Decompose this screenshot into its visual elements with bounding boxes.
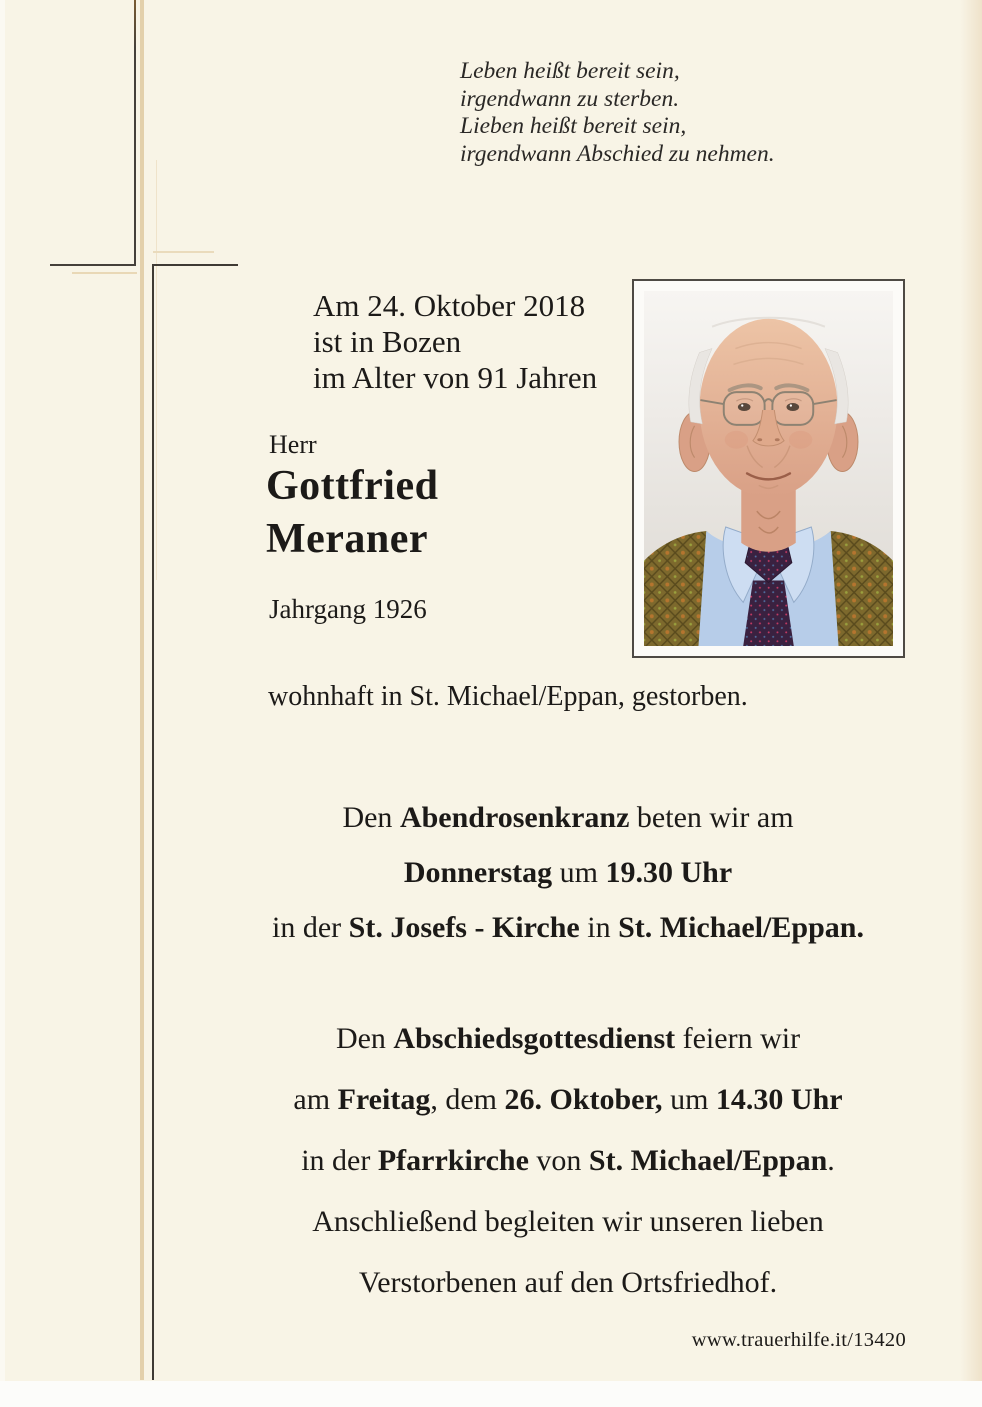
text-segment: Anschließend begleiten wir unseren lieben (312, 1205, 824, 1238)
service-line (230, 1130, 906, 1191)
text-segment: 14.30 Uhr (715, 1083, 843, 1116)
text-segment: 26. Oktober, (504, 1083, 663, 1116)
portrait-illustration (644, 291, 893, 646)
text-segment: in der (301, 1144, 378, 1177)
cross-vertical-faint-line (156, 160, 157, 580)
text-segment: , dem (430, 1083, 505, 1116)
salutation: Herr (269, 430, 317, 459)
cross-arm-dark-left (50, 264, 135, 266)
deceased-last-name: Meraner (266, 516, 429, 562)
residence-line: wohnhaft in St. Michael/Eppan, gestorben. (268, 681, 748, 712)
service-line (230, 900, 906, 955)
text-segment: 19.30 Uhr (605, 856, 733, 889)
text-segment: in (579, 911, 619, 944)
cross-arm-dark-right (152, 264, 238, 266)
quote-line: irgendwann zu sterben. (460, 85, 680, 112)
service-line (230, 845, 906, 900)
text-segment: in der (272, 911, 349, 944)
cross-arm-beige-left (72, 272, 137, 274)
deceased-first-name: Gottfried (266, 463, 439, 509)
text-segment: am (293, 1083, 338, 1116)
cross-vertical-dark-top (134, 0, 136, 266)
cross-arm-beige-right (153, 251, 214, 253)
text-segment: feiern wir (675, 1022, 801, 1055)
portrait-photo (632, 279, 905, 658)
death-place-line: ist in Bozen (313, 324, 462, 359)
service-line (230, 1252, 906, 1313)
death-date-line: Am 24. Oktober 2018 (313, 288, 586, 323)
text-segment: um (552, 856, 606, 889)
text-segment: beten wir am (629, 801, 794, 834)
text-segment: um (662, 1083, 716, 1116)
quote-line: Lieben heißt bereit sein, (460, 113, 687, 139)
scan-bottom-edge (0, 1381, 982, 1407)
death-age-line: im Alter von 91 Jahren (313, 360, 598, 395)
service-line (230, 1191, 906, 1252)
text-segment: Abschiedsgottesdienst (393, 1022, 676, 1055)
birth-year-line: Jahrgang 1926 (269, 594, 427, 624)
service-line (230, 1008, 906, 1069)
quote-line: Leben heißt bereit sein, (460, 58, 680, 84)
cross-vertical-beige-line (140, 0, 144, 1380)
text-segment: Abendrosenkranz (399, 801, 630, 834)
scan-left-edge (0, 0, 5, 1407)
scan-right-edge (960, 0, 982, 1407)
memorial-website-url: www.trauerhilfe.it/13420 (691, 1329, 906, 1351)
funeral-announcement (230, 1008, 906, 1313)
rosary-announcement (230, 790, 906, 955)
service-line (230, 790, 906, 845)
cross-vertical-dark-bottom (152, 266, 154, 1380)
service-line (230, 1069, 906, 1130)
text-segment: Freitag (337, 1083, 431, 1116)
text-segment: St. Josefs - Kirche (348, 911, 580, 944)
text-segment: St. Michael/Eppan. (618, 911, 864, 944)
quote-line: irgendwann Abschied zu nehmen. (460, 140, 775, 167)
text-segment: Verstorbenen auf den Ortsfriedhof. (358, 1266, 778, 1299)
death-date-block (313, 288, 597, 396)
text-segment: von (528, 1144, 589, 1177)
text-segment: Den (342, 801, 400, 834)
text-segment: . (827, 1144, 835, 1177)
text-segment: Donnerstag (403, 856, 553, 889)
text-segment: St. Michael/Eppan (588, 1144, 828, 1177)
text-segment: Pfarrkirche (377, 1144, 529, 1177)
text-segment: Den (335, 1022, 394, 1055)
opening-quote (460, 58, 775, 168)
